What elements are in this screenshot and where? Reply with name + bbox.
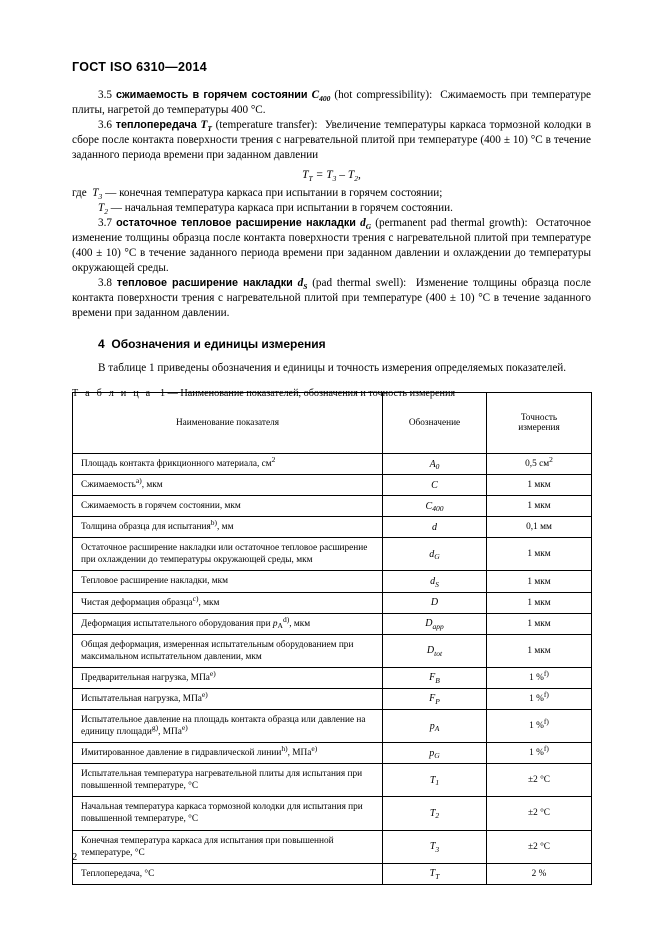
row-accuracy: 0,1 мм xyxy=(487,517,592,538)
clause-number: 3.7 xyxy=(98,217,112,229)
row-accuracy: 1 %$^{f)}$ xyxy=(487,710,592,743)
row-symbol: D xyxy=(383,592,487,613)
clause-english: (pad thermal swell): xyxy=(312,277,407,289)
table-row xyxy=(73,538,592,571)
row-symbol: $p_G$ xyxy=(383,743,487,764)
clause-symbol: $T_T$ xyxy=(200,119,212,133)
column-header-symbol: Обозначение xyxy=(383,393,487,454)
clause-term: остаточное тепловое расширение накладки xyxy=(116,217,356,229)
row-accuracy: 1 мкм xyxy=(487,538,592,571)
definition-symbol: $T_2$ xyxy=(98,202,108,216)
definition-symbol: $T_3$ xyxy=(92,187,103,201)
row-accuracy: 1 мкм xyxy=(487,592,592,613)
table-row xyxy=(73,764,592,797)
table-row xyxy=(73,667,592,688)
row-name: Предварительная нагрузка, МПа$^{e)}$ xyxy=(73,667,383,688)
table-row xyxy=(73,710,592,743)
row-accuracy: ±2 °С xyxy=(487,797,592,830)
row-name: Испытательная нагрузка, МПа$^{e)}$ xyxy=(73,688,383,709)
clause-number: 3.5 xyxy=(98,89,112,101)
clause-text: Сжимаемость при температуре плиты, нагретой до температуры 400 °С. xyxy=(72,89,591,116)
row-symbol: $A_0$ xyxy=(383,454,487,475)
row-name: Толщина образца для испытания$^{b)}$, мм xyxy=(73,517,383,538)
clause-3-7 xyxy=(72,216,591,276)
row-symbol: $D_{tot}$ xyxy=(383,634,487,667)
row-accuracy: 1 мкм xyxy=(487,613,592,634)
section-heading xyxy=(72,337,591,351)
row-symbol: d xyxy=(383,517,487,538)
clause-term: сжимаемость в горячем состоянии xyxy=(116,89,308,101)
formula-temperature-transfer: $T_T = T_3 - T_2$, xyxy=(302,169,361,183)
row-accuracy: 1 %$^{f)}$ xyxy=(487,688,592,709)
row-symbol: $p_A$ xyxy=(383,710,487,743)
clause-3-6 xyxy=(72,118,591,163)
row-name: Сжимаемость в горячем состоянии, мкм xyxy=(73,496,383,517)
row-symbol: $F_P$ xyxy=(383,688,487,709)
row-name: Общая деформация, измеренная испытательным оборудованием при максимальном испытательном давлении, мкм xyxy=(73,634,383,667)
table-header-row xyxy=(73,393,592,454)
row-accuracy: 1 мкм xyxy=(487,496,592,517)
table-row xyxy=(73,475,592,496)
table-row xyxy=(73,496,592,517)
clause-text: Изменение толщины образца после контакта поверхности трения с нагревательной плитой при температуре (400 ± 10) °С в течение заданного времени при заданном давлении. xyxy=(72,277,592,319)
table-row xyxy=(73,454,592,475)
page-header: ГОСТ ISO 6310—2014 xyxy=(72,60,207,74)
table-row xyxy=(73,571,592,592)
table-body xyxy=(73,454,592,885)
table-head xyxy=(73,393,592,454)
row-symbol: $T_T$ xyxy=(383,863,487,884)
row-symbol: $C_{400}$ xyxy=(383,496,487,517)
row-accuracy: 1 мкм xyxy=(487,571,592,592)
clause-text: Увеличение температуры каркаса тормозной колодки в сборе после контакта поверхности трения с нагревательной плитой при температуре (400 ± 10) °С в течение заданного периода времени при заданном давлении xyxy=(72,119,592,161)
table-wrapper xyxy=(72,392,591,885)
definition-t2 xyxy=(72,201,591,216)
clause-symbol: $d_G$ xyxy=(360,217,372,231)
section-intro: В таблице 1 приведены обозначения и единицы и точность измерения определяемых показателей. xyxy=(98,362,567,374)
section-title: Обозначения и единицы измерения xyxy=(111,337,326,351)
clause-text: Остаточное изменение толщины образца после контакта поверхности трения с нагревательной плитой при температуре (400 ± 10) °С в течение заданного периода времени при заданном давлении и охлаждении до температуры окружающей среды. xyxy=(72,217,592,274)
definition-t3: где $T_3$ — конечная температура каркаса при испытании в горячем состоянии; xyxy=(72,187,443,201)
table-row xyxy=(73,613,592,634)
table-row xyxy=(73,830,592,863)
clause-term: тепловое расширение накладки xyxy=(116,277,293,289)
row-name: Остаточное расширение накладки или остаточное тепловое расширение при охлаждении до температуры окружающей среды, мкм xyxy=(73,538,383,571)
document-body xyxy=(72,88,591,404)
table-caption-label: Т а б л и ц а xyxy=(72,388,153,399)
clause-3-8 xyxy=(72,276,591,321)
row-name: Тепловое расширение накладки, мкм xyxy=(73,571,383,592)
row-accuracy: 1 мкм xyxy=(487,634,592,667)
row-symbol: $d_G$ xyxy=(383,538,487,571)
table-row xyxy=(73,634,592,667)
table-row xyxy=(73,797,592,830)
table-row xyxy=(73,592,592,613)
row-name: Конечная температура каркаса для испытания при повышенной температуре, °С xyxy=(73,830,383,863)
row-accuracy: 1 %$^{f)}$ xyxy=(487,743,592,764)
row-name: Сжимаемость$^{а)}$, мкм xyxy=(73,475,383,496)
row-symbol: $d_S$ xyxy=(383,571,487,592)
clause-3-5 xyxy=(72,88,591,118)
row-symbol: $T_2$ xyxy=(383,797,487,830)
table-row xyxy=(73,863,592,884)
clause-symbol: $d_S$ xyxy=(297,277,308,291)
column-header-name: Наименование показателя xyxy=(73,393,383,454)
row-name: Теплопередача, °С xyxy=(73,863,383,884)
row-name: Испытательное давление на площадь контакта образца или давление на единицу площади$^{g)}$, МПа$^{e)}$ xyxy=(73,710,383,743)
definition-text: — начальная температура каркаса при испытании в горячем состоянии. xyxy=(110,202,453,214)
row-name: Площадь контакта фрикционного материала, $см^2$ xyxy=(73,454,383,475)
row-symbol: $T_1$ xyxy=(383,764,487,797)
row-name: Деформация испытательного оборудования при $p_A^{d)}$, мкм xyxy=(73,613,383,634)
clause-number: 3.6 xyxy=(98,119,112,131)
section-number: 4 xyxy=(98,337,105,351)
row-name: Чистая деформация образца$^{с)}$, мкм xyxy=(73,592,383,613)
row-accuracy: 2 % xyxy=(487,863,592,884)
row-name: Имитированное давление в гидравлической линии$^{h)}$, МПа$^{e)}$ xyxy=(73,743,383,764)
table-caption-text: 1 — Наименование показателей, обозначения и точность измерения xyxy=(159,388,456,399)
clause-english: (hot compressibility): xyxy=(334,89,433,101)
clause-term: теплопередача xyxy=(115,119,197,131)
clause-symbol: $C_{400}$ xyxy=(311,89,331,103)
row-accuracy: 0,5 $см^2$ xyxy=(487,454,592,475)
row-symbol: $T_3$ xyxy=(383,830,487,863)
row-accuracy: ±2 °С xyxy=(487,830,592,863)
clause-number: 3.8 xyxy=(98,277,112,289)
row-accuracy: 1 мкм xyxy=(487,475,592,496)
row-symbol: $D_{app}$ xyxy=(383,613,487,634)
clause-english: (temperature transfer): xyxy=(215,119,318,131)
clause-english: (permanent pad thermal growth): xyxy=(375,217,528,229)
column-header-accuracy: Точность измерения xyxy=(487,393,592,454)
row-accuracy: ±2 °С xyxy=(487,764,592,797)
table-row xyxy=(73,743,592,764)
definition-text: — конечная температура каркаса при испытании в горячем состоянии; xyxy=(105,187,443,199)
row-name: Испытательная температура нагревательной плиты для испытания при повышенной температуре, °С xyxy=(73,764,383,797)
symbols-table xyxy=(72,392,592,885)
row-symbol: C xyxy=(383,475,487,496)
table-row xyxy=(73,688,592,709)
row-symbol: $F_B$ xyxy=(383,667,487,688)
row-accuracy: 1 %$^{f)}$ xyxy=(487,667,592,688)
table-row xyxy=(73,517,592,538)
row-name: Начальная температура каркаса тормозной колодки для испытания при повышенной температуре, °С xyxy=(73,797,383,830)
page-number: 2 xyxy=(72,852,78,863)
